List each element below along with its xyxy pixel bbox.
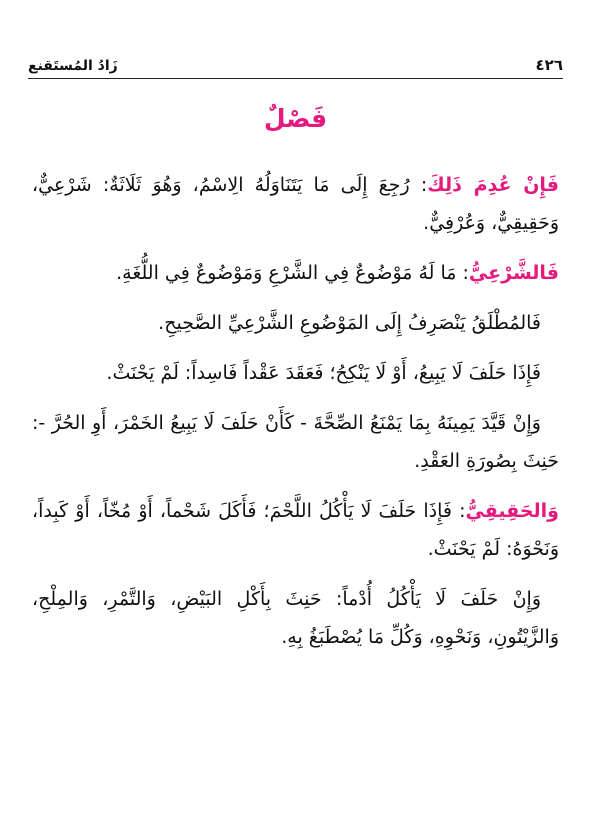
paragraph-term: فَالشَّرْعِيُّ — [468, 262, 559, 284]
paragraph-text: فَإِذَا حَلَفَ لَا يَبِيعُ، أَوْ لَا يَنْكِحُ؛ فَعَقَدَ عَقْداً فَاسِداً: لَمْ يَحْنَثْ. — [106, 362, 541, 384]
paragraph-text: وَإِنْ قَيَّدَ يَمِينَهُ بِمَا يَمْنَعُ الصِّحَّةَ - كَأَنْ حَلَفَ لَا يَبِيعُ الخَمْرَ، أَوِ الحُرَّ -: حَنِثَ بِصُورَةِ العَقْدِ. — [32, 412, 559, 472]
body-text — [32, 166, 559, 668]
paragraph-term: فَإِنْ عُدِمَ ذَلِكَ — [427, 174, 559, 196]
paragraph-text: وَإِنْ حَلَفَ لَا يَأْكُلُ أُدْماً: حَنِثَ بِأَكْلِ البَيْضِ، وَالتَّمْرِ، وَالمِلْحِ، وَالزَّيْتُونِ، وَنَحْوِهِ، وَكُلِّ مَا يُصْطَبَغُ بِهِ. — [32, 588, 559, 648]
paragraph-text: : رُجِعَ إِلَى مَا يَتَنَاوَلُهُ الِاسْمُ، وَهُوَ ثَلَاثَةٌ: شَرْعِيٌّ، وَحَقِيقِيٌّ، وَعُرْفِيٌّ. — [32, 174, 559, 234]
paragraph — [32, 580, 559, 656]
paragraph — [32, 304, 559, 342]
paragraph — [32, 492, 559, 568]
paragraph — [32, 354, 559, 392]
paragraph — [32, 404, 559, 480]
paragraph — [32, 166, 559, 242]
page-number: ٤٢٦ — [535, 56, 563, 74]
section-title: فَصْلٌ — [263, 104, 328, 133]
paragraph-text: فَالمُطْلَقُ يَنْصَرِفُ إِلَى المَوْضُوعِ الشَّرْعِيِّ الصَّحِيحِ. — [158, 312, 541, 334]
running-title: زَادُ المُستَقنع — [28, 58, 118, 74]
paragraph — [32, 254, 559, 292]
paragraph-text: : مَا لَهُ مَوْضُوعٌ فِي الشَّرْعِ وَمَوْضُوعٌ فِي اللُّغَةِ. — [116, 262, 469, 284]
paragraph-text: : فَإِذَا حَلَفَ لَا يَأْكُلُ اللَّحْمَ؛ فَأَكَلَ شَحْماً، أَوْ مُخّاً، أَوْ كَبِداً، وَنَحْوَهُ: لَمْ يَحْنَثْ. — [32, 500, 559, 560]
paragraph-term: وَالحَقِيقِيُّ — [465, 500, 559, 522]
page-header — [28, 48, 563, 79]
